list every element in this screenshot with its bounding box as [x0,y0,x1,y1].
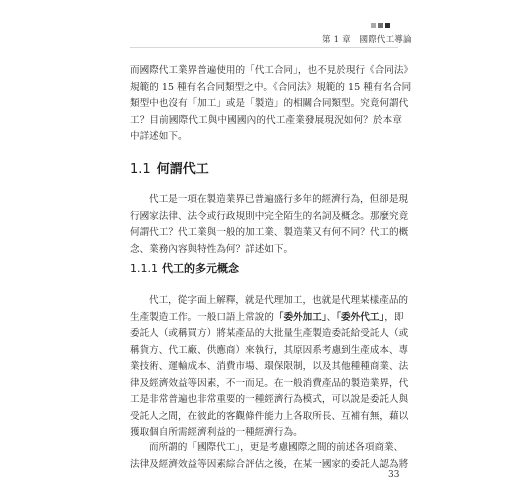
text-line: 何謂代工？代工業與一般的加工業、製造業又有何不同？代工的概 [130,227,409,238]
text-line: 受託人之間，在彼此的客觀條件能力上各取所長、互補有無，藉以 [130,410,409,422]
subsection-number: 1.1.1 [130,262,158,275]
header-rule [130,47,398,48]
section-title: 何謂代工 [156,162,209,177]
header-square-dark [385,23,390,28]
intro-paragraph [130,63,414,146]
text-line: 業技術、運輸成本、消費市場、環保限制，以及其他種種商業、法 [130,361,409,372]
text-line: 類型中也沒有「加工」或是「製造」的相關合同類型。究竟何謂代 [130,98,409,109]
text-line: 工是非常普遍也非常重要的一種經濟行為模式，可以說是委託人與 [130,394,409,405]
text-segment: 、 [326,311,337,323]
text-line: 而所謂的「國際代工」，更是考慮國際之間的前述各項商業、 [149,442,404,453]
text-line: 法律及經濟效益等因素綜合評估之後，在某一國家的委託人認為將 [130,458,409,470]
text-line: 中詳述如下。 [130,131,188,142]
header-square-mid [378,23,383,28]
section-heading [130,158,209,177]
text-line: 代工，從字面上解釋，就是代理加工，也就是代理某樣產品的 [149,295,409,306]
text-line: 獲取個自所需經濟利益的一種經濟行為。 [130,427,303,438]
subsection-paragraph [130,293,409,442]
text-line: 代工是一項在製造業界已普遍盛行多年的經濟行為，但卻是現 [149,194,409,205]
section-paragraph [130,192,409,258]
header-square-light [371,23,376,28]
text-line: 委託人（或稱買方）將某產品的大批量生產製造委託給受託人（或 [130,328,409,339]
text-line: 念、業務內容與特性為何？詳述如下。 [130,243,294,255]
text-segment: ，即 [384,311,404,323]
page-number: 33 [388,470,400,480]
text-line: 律及經濟效益等因素，不一而足。在一般消費產品的製造業界，代 [130,377,409,389]
subsection-heading [130,260,239,276]
subsection-title: 代工的多元概念 [162,262,239,275]
final-paragraph [130,440,409,473]
emphasis-term: 「委外代工」 [336,311,385,323]
text-line: 而國際代工業界普遍使用的「代工合同」，也不見於現行《合同法》 [130,65,414,76]
text-segment: 生產製造工作。一般口語上常說的 [130,311,274,323]
running-header: 第 1 章 國際代工導論 [322,35,412,45]
text-line: 工？目前國際代工與中國國內的代工產業發展現況如何？於本章 [130,114,402,126]
section-number: 1.1 [130,162,151,177]
text-line: 稱貨方、代工廠、供應商）來執行，其原因系考慮到生產成本、專 [130,344,409,356]
text-line: 規範的 15 種有名合同類型之中。《合同法》規範的 15 種有名合同 [130,81,412,93]
text-line-with-emphasis [130,310,402,327]
emphasis-term: 「委外加工」 [273,311,327,323]
text-line: 行國家法律、法令或行政規則中完全陌生的名詞及概念。那麼究竟 [130,210,409,222]
header-decoration-squares [371,23,390,28]
